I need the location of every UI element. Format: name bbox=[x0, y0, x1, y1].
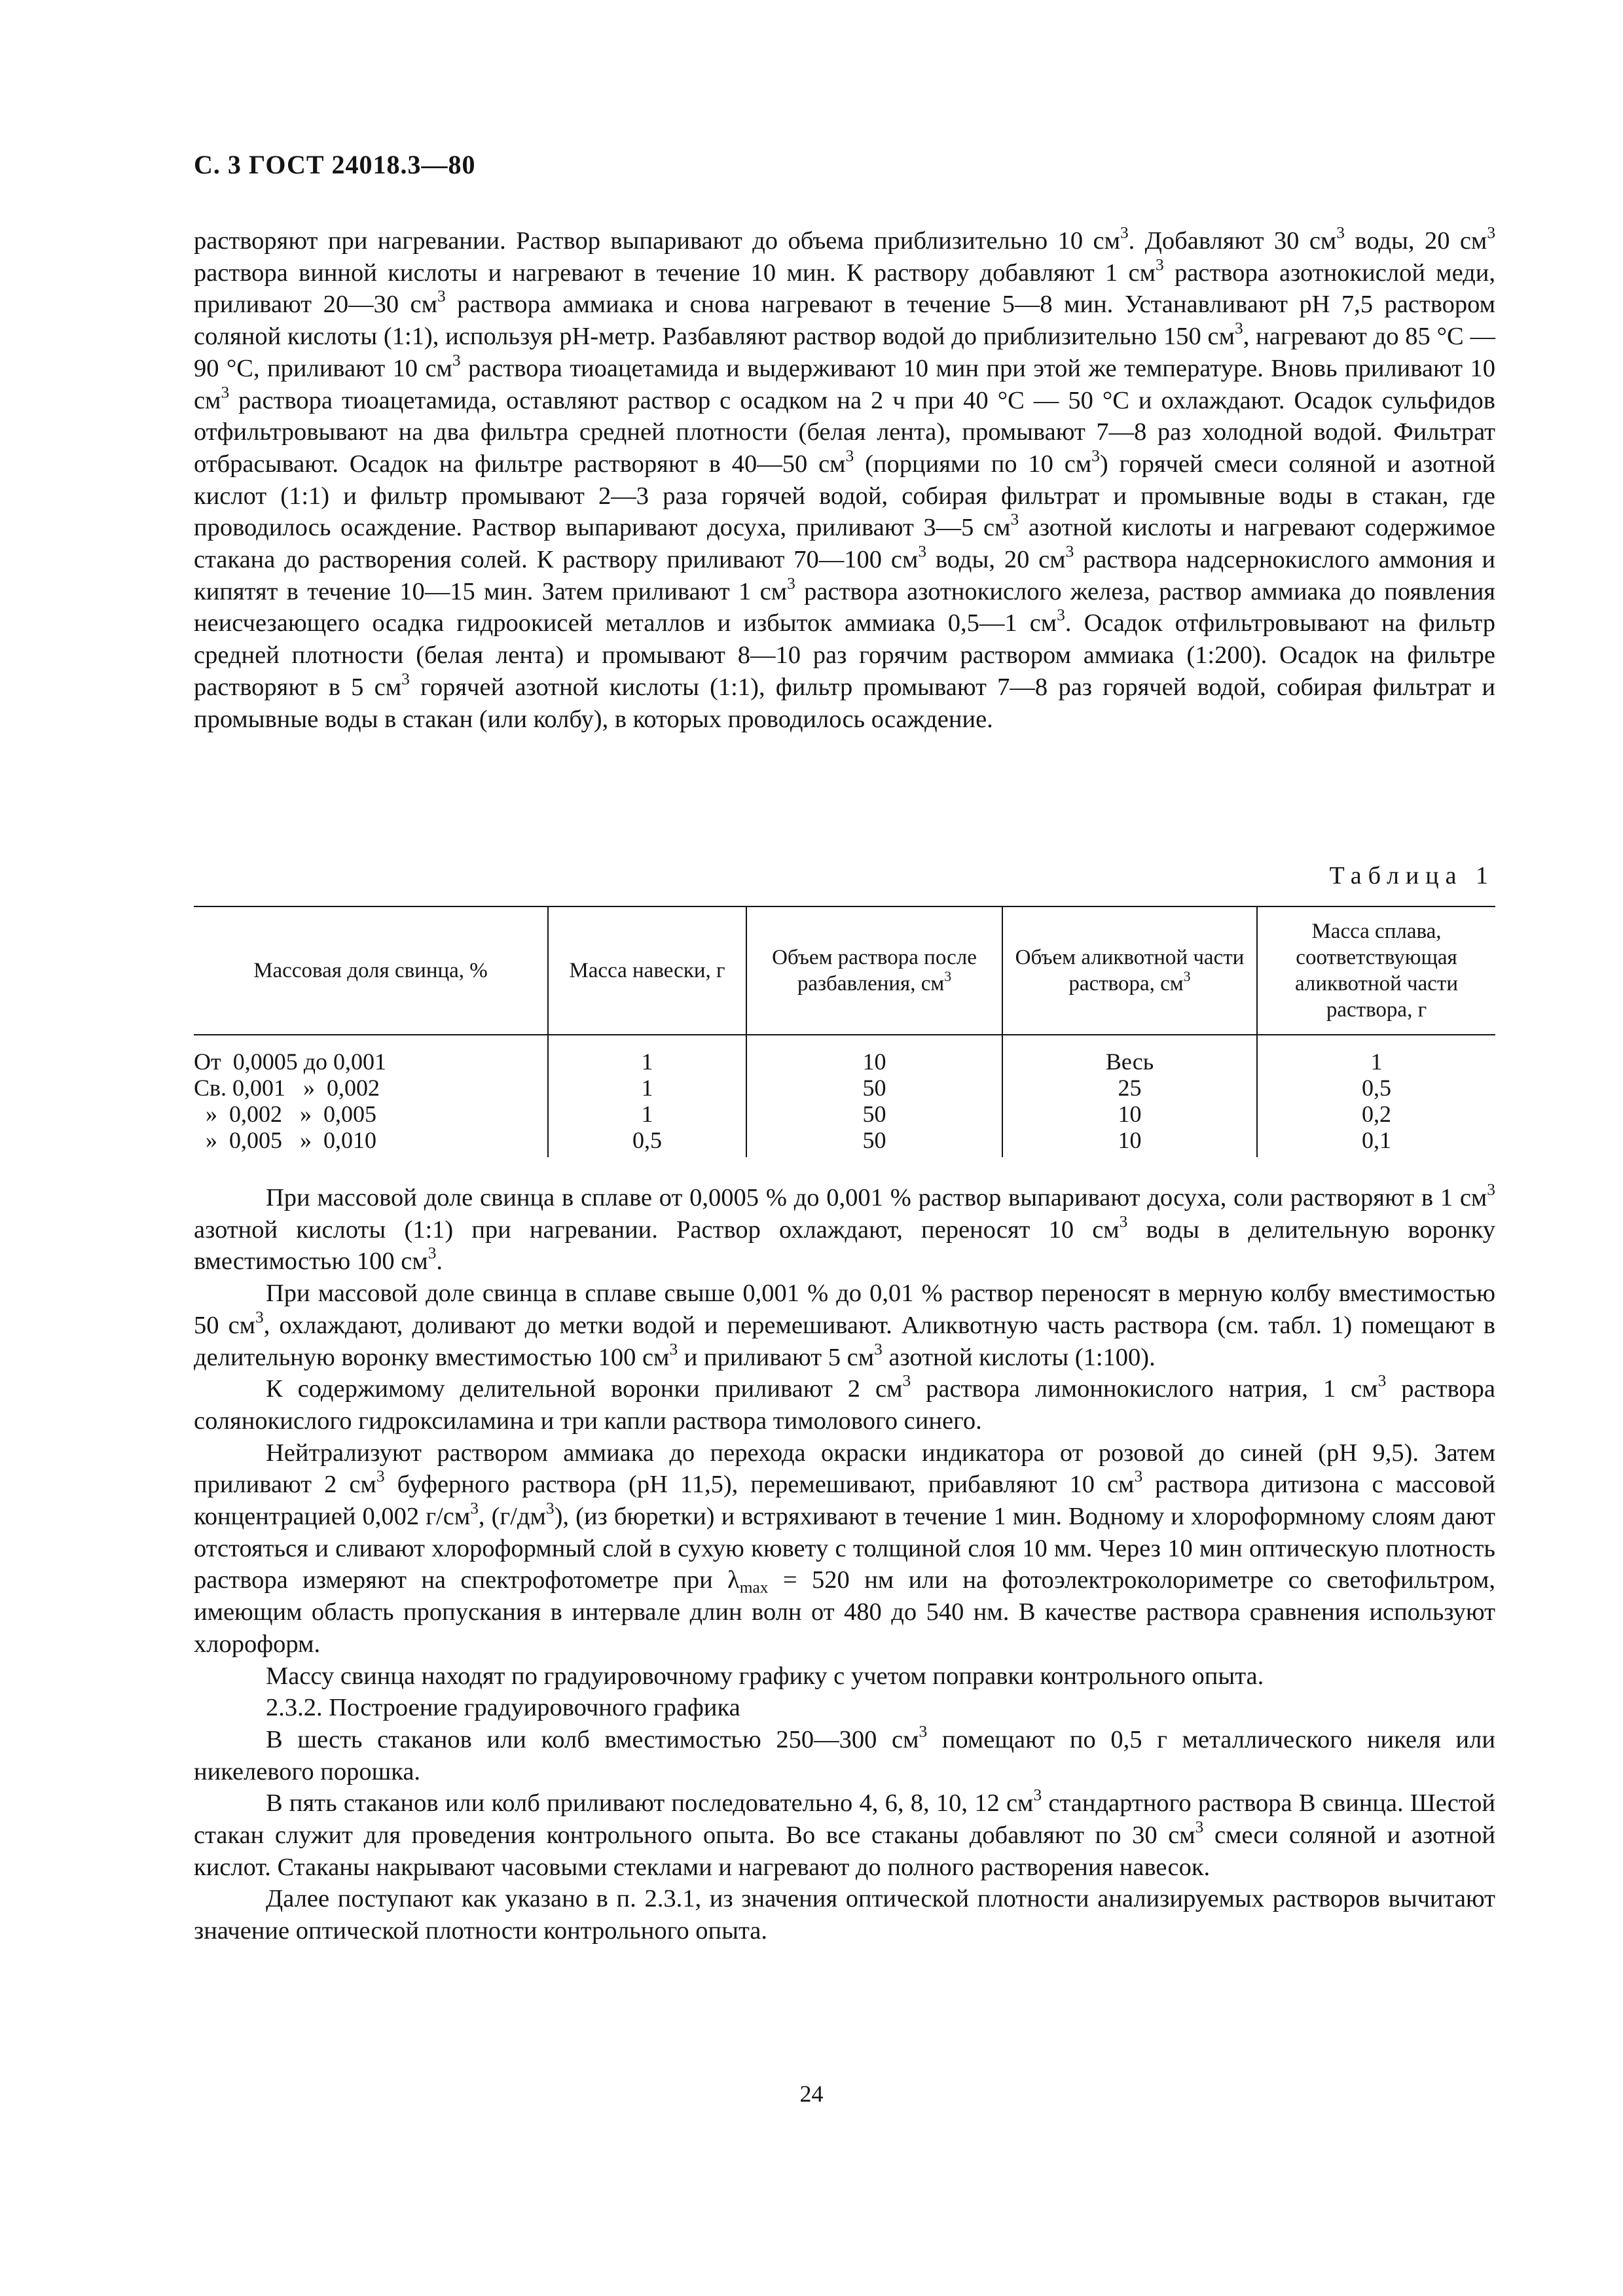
paragraph-further-steps: Далее поступают как указано в п. 2.3.1, из значения оптической плотности анализируемых растворов вычитают значение оптической плотности контрольного опыта. bbox=[194, 1885, 1495, 1945]
page-number: 24 bbox=[799, 2081, 824, 2107]
paragraph-five-beakers: В пять стаканов или колб приливают последовательно 4, 6, 8, 10, 12 $см^3$ стандартного раствора В свинца. Шестой стакан служит для проведения контрольного опыта. Во все стаканы добавляют по 30 $см^3$ смеси соляной и азотной кислот. Стаканы накрывают часовыми стеклами и нагревают до полного растворения навесок. bbox=[194, 1785, 1496, 1881]
header-solution-volume: Объем раствора после разбавления, $см^3$ bbox=[746, 906, 1002, 1035]
table-cell: 0,2 bbox=[1257, 1101, 1495, 1127]
paragraph-neutralization: Нейтрализуют раствором аммиака до перехода окраски индикатора от розовой до синей (pH 9,5). Затем приливают 2 $см^3$ буферного раствора (pH 11,5), перемешивают, прибавляют 10 $см^3$ раствора дитизона с массовой концентрацией 0,002 $г/см^3$, $(г/дм^3)$, (из бюретки) и встряхивают в течение 1 мин. Водному и хлороформному слоям дают отстояться и сливают хлороформный слой в сухую кювету с толщиной слоя 10 мм. Через 10 мин оптическую плотность раствора измеряют на спектрофотометре при $\lambda_{max} = 520$ нм или на фотоэлектроколориметре со светофильтром, имеющим область пропускания в интервале длин волн от 480 до 540 нм. В качестве раствора сравнения используют хлороформ. bbox=[194, 1439, 1495, 1658]
page-header: С. 3 ГОСТ 24018.3—80 bbox=[194, 150, 476, 179]
table-caption: Таблица 1 bbox=[1329, 862, 1495, 889]
paragraph-low-lead: При массовой доле свинца в сплаве от 0,0005 % до 0,001 % раствор выпаривают досуха, соли растворяют в 1 $см^3$ азотной кислоты (1:1) при нагревании. Раствор охлаждают, переносят 10 $см^3$ воды в делительную воронку вместимостью 100 $см^3$. bbox=[194, 1180, 1495, 1276]
table-cell: 1 bbox=[548, 1035, 746, 1075]
table-row bbox=[194, 1101, 1495, 1127]
text-block-bottom bbox=[194, 1182, 1495, 1947]
table-cell: 50 bbox=[746, 1101, 1002, 1127]
table-cell: От 0,0005 до 0,001 bbox=[194, 1049, 387, 1075]
paragraph-dissolution-procedure: растворяют при нагревании. Раствор выпаривают до объема приблизительно 10 $см^3$. Добавляют 30 $см^3$ воды, 20 $см^3$ раствора винной кислоты и нагревают в течение 10 мин. К раствору добавляют 1 $см^3$ раствора азотнокислой меди, приливают 20—30 $см^3$ раствора аммиака и снова нагревают в течение 5—8 мин. Устанавливают pH 7,5 раствором соляной кислоты (1:1), используя pH-метр. Разбавляют раствор водой до приблизительно 150 $см^3$, нагревают до 85 °С — 90 °С, приливают 10 $см^3$ раствора тиоацетамида и выдерживают 10 мин при этой же температуре. Вновь приливают 10 $см^3$ раствора тиоацетамида, оставляют раствор с осадком на 2 ч при 40 °С — 50 °С и охлаждают. Осадок сульфидов отфильтровывают на два фильтра средней плотности (белая лента), промывают 7—8 раз холодной водой. Фильтрат отбрасывают. Осадок на фильтре растворяют в 40—50 $см^3$ (порциями по 10 $см^3$) горячей смеси соляной и азотной кислот (1:1) и фильтр промывают 2—3 раза горячей водой, собирая фильтрат и промывные воды в стакан, где проводилось осаждение. Раствор выпаривают досуха, приливают 3—5 $см^3$ азотной кислоты и нагревают содержимое стакана до растворения солей. К раствору приливают 70—100 $см^3$ воды, 20 $см^3$ раствора надсернокислого аммония и кипятят в течение 10—15 мин. Затем приливают 1 $см^3$ раствора азотнокислого железа, раствор аммиака до появления неисчезающего осадка гидроокисей металлов и избыток аммиака 0,5—1 $см^3$. Осадок отфильтровывают на фильтр средней плотности (белая лента) и промывают 8—10 раз горячим раствором аммиака (1:200). Осадок на фильтре растворяют в 5 $см^3$ горячей азотной кислоты (1:1), фильтр промывают 7—8 раз горячей водой, собирая фильтрат и промывные воды в стакан (или колбу), в которых проводилось осаждение. bbox=[194, 223, 1496, 733]
paragraph-six-beakers: В шесть стаканов или колб вместимостью 250—300 $см^3$ помещают по 0,5 г металлического никеля или никелевого порошка. bbox=[194, 1722, 1495, 1785]
table-header-row bbox=[194, 906, 1495, 1035]
table-cell: » 0,005 » 0,010 bbox=[194, 1127, 376, 1153]
table-cell: 10 bbox=[1002, 1101, 1257, 1127]
table-row bbox=[194, 1035, 1495, 1075]
table-cell: 0,1 bbox=[1257, 1127, 1495, 1157]
paragraph-lead-mass: Массу свинца находят по градуировочному графику с учетом поправки контрольного опыта. bbox=[266, 1662, 1264, 1690]
table-cell: 10 bbox=[1002, 1127, 1257, 1157]
table-cell: 0,5 bbox=[1257, 1075, 1495, 1101]
table-cell: 50 bbox=[746, 1127, 1002, 1157]
table-cell: 1 bbox=[548, 1101, 746, 1127]
table-cell: 1 bbox=[548, 1075, 746, 1101]
lead-fraction-table bbox=[194, 906, 1495, 1157]
table-cell: » 0,002 » 0,005 bbox=[194, 1101, 376, 1127]
table-cell: 50 bbox=[746, 1075, 1002, 1101]
table-cell: 0,5 bbox=[548, 1127, 746, 1157]
table-cell: Весь bbox=[1002, 1035, 1257, 1075]
header-lead-fraction: Массовая доля свинца, % bbox=[194, 906, 548, 1035]
text-block-top bbox=[194, 225, 1495, 735]
header-alloy-mass: Масса сплава, соответствующая аликвотной части раствора, г bbox=[1257, 906, 1495, 1035]
table-cell: 10 bbox=[746, 1035, 1002, 1075]
table-cell: Св. 0,001 » 0,002 bbox=[194, 1075, 380, 1101]
table-cell: 1 bbox=[1257, 1035, 1495, 1075]
table-row bbox=[194, 1127, 1495, 1157]
section-heading-calibration: 2.3.2. Построение градуировочного графика bbox=[266, 1694, 740, 1722]
table-row bbox=[194, 1075, 1495, 1101]
header-sample-mass: Масса навески, г bbox=[548, 906, 746, 1035]
header-aliquot-volume: Объем аликвотной части раствора, $см^3$ bbox=[1002, 906, 1257, 1035]
paragraph-funnel-reagents: К содержимому делительной воронки приливают 2 $см^3$ раствора лимоннокислого натрия, 1 $см^3$ раствора солянокислого гидроксиламина и три капли раствора тимолового синего. bbox=[194, 1371, 1496, 1435]
table-cell: 25 bbox=[1002, 1075, 1257, 1101]
paragraph-high-lead: При массовой доле свинца в сплаве свыше 0,001 % до 0,01 % раствор переносят в мерную колбу вместимостью 50 $см^3$, охлаждают, доливают до метки водой и перемешивают. Аликвотную часть раствора (см. табл. 1) помещают в делительную воронку вместимостью 100 $см^3$ и приливают 5 $см^3$ азотной кислоты (1:100). bbox=[194, 1280, 1495, 1371]
